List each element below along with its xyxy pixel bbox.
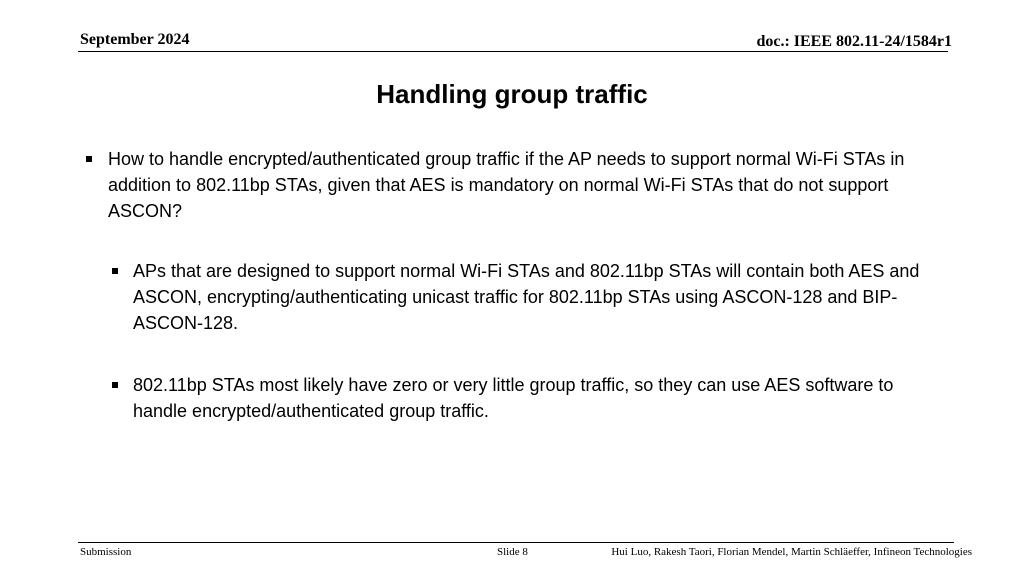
bullet-text: How to handle encrypted/authenticated group traffic if the AP needs to support normal Wi-Fi STAs in addition to 802.11bp STAs, given that AES is mandatory on normal Wi-Fi STAs that do not support ASCON? [108, 149, 905, 221]
footer-divider [78, 542, 954, 543]
bullet-level1 [86, 146, 946, 224]
header-doc-id: doc.: IEEE 802.11-24/1584r1 [756, 33, 952, 50]
bullet-text: APs that are designed to support normal Wi-Fi STAs and 802.11bp STAs will contain both AES and ASCON, encrypting/authenticating unicast traffic for 802.11bp STAs using ASCON-128 and BIP-ASCON-128. [133, 261, 920, 333]
square-bullet-icon [86, 156, 92, 162]
footer-authors: Hui Luo, Rakesh Taori, Florian Mendel, Martin Schläeffer, Infineon Technologies [611, 546, 972, 558]
square-bullet-icon [112, 382, 118, 388]
bullet-text: 802.11bp STAs most likely have zero or very little group traffic, so they can use AES software to handle encrypted/authenticated group traffic. [133, 375, 894, 421]
bullet-level2 [112, 258, 942, 336]
footer-slide-number: Slide 8 [497, 546, 528, 558]
header-date: September 2024 [80, 31, 190, 48]
header-divider [78, 51, 948, 52]
slide-title: Handling group traffic [376, 79, 648, 109]
bullet-level2 [112, 372, 942, 424]
footer-submission: Submission [80, 546, 132, 558]
square-bullet-icon [112, 268, 118, 274]
